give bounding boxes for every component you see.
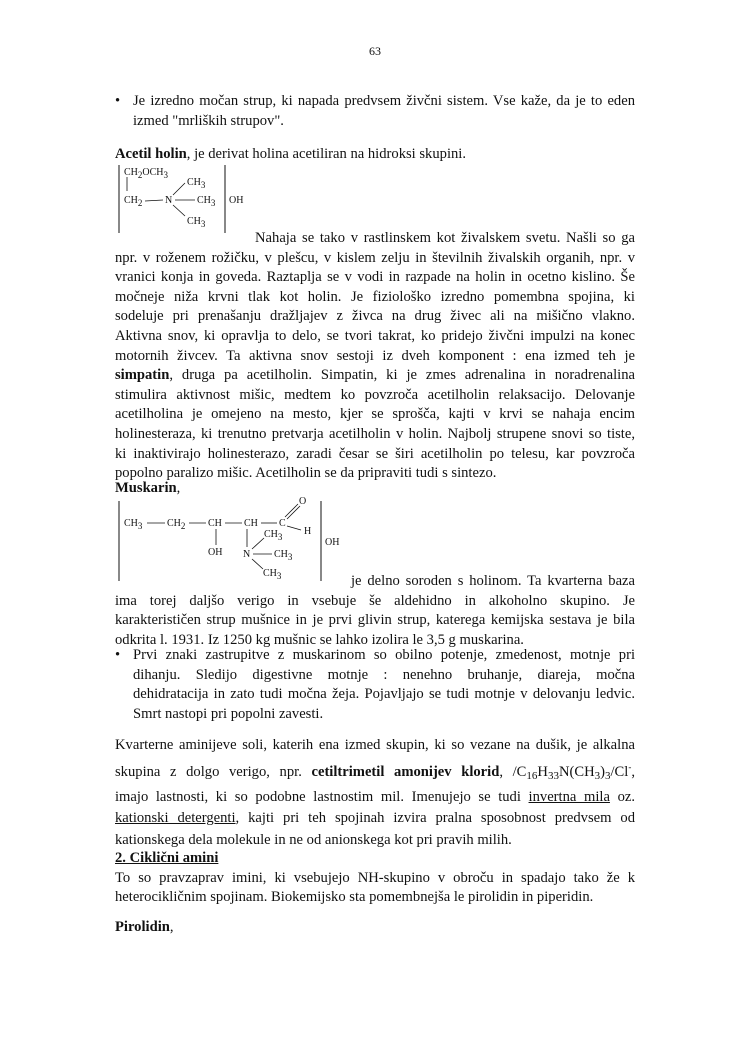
text-line: Je izredno močan strup, ki napada predvsem živčni sistem. Vse kaže, da je to eden [133, 93, 635, 109]
atom-label: O [299, 496, 307, 507]
bond [173, 205, 185, 216]
atom-label: CH2 [167, 518, 186, 531]
text-line: izmed "mrliških strupov". [133, 112, 284, 129]
atom-label: CH3 [197, 195, 216, 208]
atom-label: CH [208, 518, 222, 529]
page-number: 63 [369, 44, 381, 58]
atom-label: CH3 [274, 549, 293, 562]
bullet-icon: • [115, 93, 121, 109]
superscript: - [628, 761, 632, 772]
ciklicni-section [115, 849, 635, 908]
bond [287, 526, 301, 530]
pirolidin-heading [115, 918, 635, 938]
term-simpatin: simpatin [115, 367, 170, 384]
atom-label: CH [244, 518, 258, 529]
text-line: holinesteraza, ki trenutno pretvarja acetilholin v holin. Najbolj strupene snovi so tiste, [115, 425, 635, 442]
text-fragment: , /C [499, 763, 527, 780]
text-line: odkrita l. 1931. Iz 1250 kg mušnic se lahko izolira le 3,5 g muskarina. [115, 631, 524, 648]
text-line: sodeluje pri prenašanju dražljajev z živca na drug živec ali na mišično vlakno. [115, 308, 635, 325]
text-line: dehidratacija in zato tudi močna žeja. Pojavljajo se tudi motnje v delovanju ledvic. [133, 686, 635, 703]
atom-label: N [243, 549, 251, 560]
text-line: karakterističen strup mušnice in je prvi glivin strup, katerega kemijska sestava je bila [115, 612, 635, 629]
text-line [115, 787, 635, 809]
text-line: kationskega dela molekule in ne od anionskega kot pri pravih milih. [115, 831, 512, 848]
atom-label: CH2 [124, 195, 143, 208]
text-fragment: oz. [609, 788, 635, 805]
section-heading: 2. Ciklični amini [115, 850, 219, 866]
bullet-icon: • [115, 647, 121, 663]
bond [252, 538, 264, 549]
text-line: močneje niža krvni tlak kot holin. Je fiziološko izredno pomembna spojina, ki [115, 288, 635, 305]
text-fragment: , kajti pri teh spojinah izvira pralna sposobnost predvsem od [235, 810, 635, 827]
term-acetilholin: Acetil holin [115, 146, 187, 162]
text-line: Nahaja se tako v rastlinskem kot živalskem svetu. Našli so ga [255, 230, 635, 246]
text-fragment: /Cl [610, 763, 629, 780]
text-line: npr. v roženem rožičku, v plešcu, v kislem zelju in številnih živalskih organih, npr. v [115, 249, 635, 266]
text-line: ima torej daljšo verigo in vsebuje še aldehidno in alkoholno skupino. Je [115, 592, 635, 609]
muskarin-paragraph [115, 572, 635, 650]
acetilholin-intro [115, 145, 635, 165]
counter-ion: OH [229, 195, 244, 206]
text-line: acetilholina je omejeno na mesto, kjer se sprošča, kajti v krvi se nahaja encim [115, 406, 635, 423]
atom-label: CH3 [187, 216, 206, 229]
text-line: heterocikličnim spojinam. Biokemijsko sta pomembnejša le pirolidin in piperidin. [115, 889, 594, 906]
text-line: ki inaktivirajo holinesterazo, zaradi česar se širi acetilholin po telesu, kar povzroča [115, 445, 635, 462]
text-fragment: H [537, 763, 548, 780]
text-line: Kvarterne aminijeve soli, katerih ena izmed skupin, ki so vezane na dušik, je alkalna [115, 737, 635, 753]
text-line: Aktivna snov, ki opravlja to delo, se tvori takrat, ko pridejo živčni impulzi na konec [115, 327, 635, 344]
atom-label: H [304, 526, 312, 537]
text-fragment: , [631, 763, 635, 780]
text-fragment: skupina z dolgo verigo, npr. [115, 763, 312, 780]
text-fragment: ) [600, 763, 605, 780]
text-line: Smrt nastopi pri popolni zavesti. [133, 705, 324, 722]
bullet-item-poison [115, 92, 635, 131]
term-kationski-detergenti: kationski detergenti [115, 810, 236, 827]
subscript: 33 [547, 769, 559, 782]
text-fragment: , [169, 919, 174, 935]
bond [145, 200, 163, 201]
bond [252, 559, 263, 569]
counter-ion: OH [325, 537, 340, 548]
atom-label: CH2OCH3 [124, 167, 169, 180]
atom-label: OH [208, 547, 223, 558]
text-line [115, 808, 635, 830]
atom-label: CH3 [187, 177, 206, 190]
subscript: 3 [594, 769, 601, 782]
term-invertna-mila: invertna mila [528, 788, 610, 805]
acetilholin-paragraph [115, 229, 635, 484]
atom-label: CH3 [124, 518, 143, 531]
term-muskarin: Muskarin [115, 480, 177, 496]
bond [173, 183, 185, 195]
text-fragment: , [176, 480, 181, 496]
term-pirolidin: Pirolidin [115, 919, 170, 935]
text-line [115, 366, 635, 386]
text-fragment: N(CH [558, 763, 595, 780]
atom-label: CH3 [264, 529, 283, 542]
intro-text: , je derivat holina acetiliran na hidroksi skupini. [186, 146, 466, 162]
text-line: vranici konja in goveda. Raztaplja se v vodi in razpade na holin in ocetno kislino. Še [115, 269, 635, 286]
atom-label: N [165, 195, 173, 206]
text-line [115, 757, 635, 787]
text-line: dihanju. Sledijo digestivne motnje : nenehno bruhanje, diareja, močna [133, 666, 635, 683]
atom-label: C [279, 518, 286, 529]
text-line: je delno soroden s holinom. Ta kvarterna baza [351, 573, 635, 589]
atom-label: CH3 [263, 568, 282, 581]
text-line: stimulira aktivnost mišic, medtem ko povzroča acetilholin relaksacijo. Delovanje [115, 386, 635, 403]
bullet-item-symptoms [115, 646, 635, 724]
text-line: motornih živcev. Ta aktivna snov sestoji iz dveh komponent : ena izmed teh je [115, 347, 635, 364]
subscript: 16 [526, 769, 538, 782]
text-line: To so pravzaprav imini, ki vsebujejo NH-skupino v obroču in spadajo tako že k [115, 869, 635, 886]
text-line: Prvi znaki zastrupitve z muskarinom so obilno potenje, zmedenost, motnje pri [133, 647, 635, 663]
text-line: popolno paralizo mišic. Acetilholin se da pripraviti tudi s sintezo. [115, 465, 497, 482]
term-cetiltrimetil: cetiltrimetil amonijev klorid [311, 763, 500, 780]
text-fragment: imajo lastnosti, ki so podobne lastnostim mil. Imenujejo se tudi [115, 788, 529, 805]
text-fragment: , druga pa acetilholin. Simpatin, ki je zmes adrenalina in noradrenalina [169, 367, 635, 384]
subscript: 3 [605, 769, 611, 782]
kvarterne-paragraph [115, 735, 635, 851]
